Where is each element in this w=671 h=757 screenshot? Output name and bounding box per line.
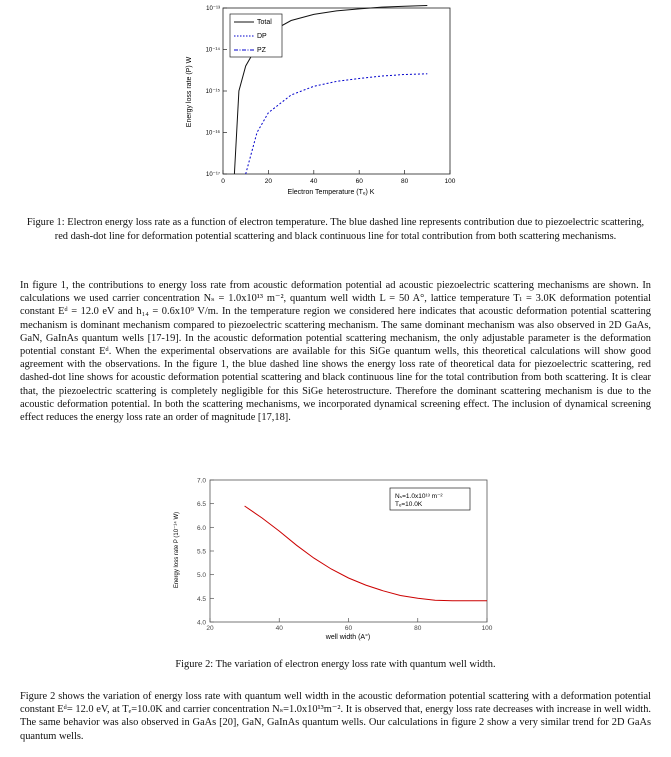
- figure-2-xtick-label: 100: [481, 625, 493, 632]
- figure-2-chart: [165, 470, 505, 645]
- figure-1-ytick-label: 10⁻¹⁷: [205, 172, 220, 178]
- figure-1-ylabel: Energy loss rate (P) W: [186, 56, 193, 128]
- figure-2-ylabel: Energy loss rate P (10⁻¹⁴ W): [174, 511, 180, 589]
- figure-2-xlabel: well width (A°): [325, 634, 371, 641]
- figure-2-ytick-label: 4.0: [196, 619, 206, 627]
- figure-1-xtick-label: 40: [310, 178, 318, 185]
- paragraph-2: Figure 2 shows the variation of energy loss rate with quantum well width in the acoustic deformation potential scattering with a deformation potential constant Eᵈ= 12.0 eV, at Tₑ=10.0K and carrier concentration Nₛ=1.0x10¹³m⁻². It is observed that, energy loss rate decreases with increase in well width. The same behavior was also observed in GaAs [20], GaN, GaInAs quantum wells. Our calculations in figure 2 show a very similar trend for 2D GaAs quantum wells.: [20, 691, 651, 742]
- figure-1-xtick-label: 80: [400, 178, 409, 185]
- legend-te-label: Tₑ=10.0K: [395, 501, 423, 508]
- figure-2-ytick-label: 6.0: [196, 524, 206, 532]
- figure-2-ytick-label: 5.0: [196, 572, 206, 580]
- figure-2-ytick-label: 5.5: [196, 548, 206, 556]
- figure-2-xtick-label: 40: [275, 625, 283, 632]
- figure-2-caption: Figure 2: The variation of electron energy loss rate with quantum well width.: [175, 659, 496, 670]
- figure-2-legend: [390, 488, 470, 510]
- figure-2-energy-loss-line: [245, 506, 487, 601]
- legend-dp-label: DP: [257, 33, 267, 40]
- figure-1-dp-line: [246, 74, 428, 174]
- legend-pz-label: PZ: [257, 47, 266, 54]
- figure-1-xtick-label: 0: [221, 178, 225, 185]
- paragraph-1: In figure 1, the contributions to energy loss rate from acoustic deformation potential ad acoustic piezoelectric scattering mechanisms are shown. In calculations we used carrier concentration Nₛ = 1.0x10¹³ m⁻², quantum well width L = 50 A°, lattice temperature Tₗ = 3.0K deformation potential constant Eᵈ = 12.0 eV and h₁₄ = 0.6x10⁹ V/m. In the temperature region we considered here indicates that acoustic deformation potential scattering mechanism is dominant mechanism compared to piezoelectric scattering mechanism. The same dominant mechanism was also observed in 2D GaAs, GaN, GaInAs quantum wells [17-19]. In the acoustic deformation potential scattering mechanism, the only adjustable parameter is the deformation potential constant Eᵈ. When the experimental observations are available for this SiGe quantum wells, this theoretical calculations will show good agreement with the observations. In the figure 1, the blue dashed line shows the energy loss rate of theoretical data for piezoelectric scattering, red dashed-dot line shows for acoustic deformation potential scattering and black continuous line for the total contribution from both scattering. It is clear that, the piezoelectric scattering is completely negligible for this SiGe heterostructure. Therefore the dominant scattering mechanism is due to the acoustic deformation potential. In both the scattering mechanisms, we incorporated dynamical screening effect. The inclusion of dynamical screening effect reduces the energy loss rate an order of magnitude [17,18].: [20, 280, 651, 424]
- figure-1-ytick-label: 10⁻¹⁵: [205, 89, 220, 95]
- figure-1-ytick-label: 10⁻¹³: [206, 6, 220, 12]
- figure-1-xtick-label: 60: [355, 178, 363, 185]
- figure-1-ytick-label: 10⁻¹⁴: [205, 47, 220, 54]
- figure-1-legend: [230, 14, 282, 57]
- figure-1-xtick-label: 100: [444, 178, 456, 185]
- legend-total-label: Total: [257, 19, 272, 26]
- figure-2-ytick-label: 4.5: [196, 595, 206, 603]
- figure-2-xtick-label: 60: [344, 625, 353, 632]
- figure-2-xtick-label: 80: [414, 625, 422, 632]
- figure-2-ytick-label: 6.5: [196, 501, 206, 509]
- figure-1-chart: [180, 0, 480, 205]
- figure-1-xlabel: Electron Temperature (Tₑ) K: [287, 189, 375, 196]
- figure-2-xtick-label: 20: [206, 625, 214, 632]
- figure-1-caption: Figure 1: Electron energy loss rate as a function of electron temperature. The blue dashed line represents contribution due to piezoelectric scattering, red dash-dot line for deformation potential scattering and black continuous line for total contribution from both scattering mechanisms.: [26, 217, 645, 242]
- figure-2-ytick-label: 7.0: [196, 477, 206, 485]
- figure-1-xtick-label: 20: [264, 178, 273, 185]
- legend-ns-label: Nₛ=1.0x10¹³ m⁻²: [395, 493, 443, 500]
- figure-1-ytick-label: 10⁻¹⁶: [205, 130, 220, 137]
